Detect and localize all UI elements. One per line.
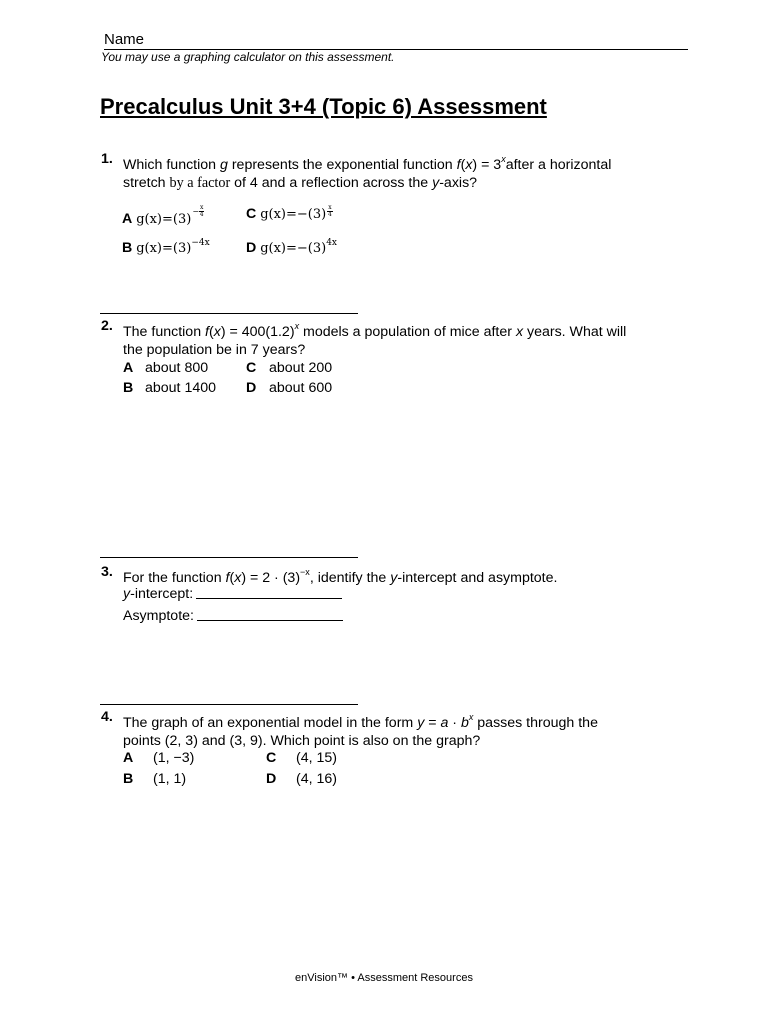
option-4c[interactable]: C (4, 15) [266, 750, 338, 766]
option-4b[interactable]: B (1, 1) [123, 771, 187, 787]
asymptote-field[interactable]: Asymptote: [123, 607, 343, 625]
y-intercept-field[interactable]: y-intercept: [123, 585, 342, 603]
name-field[interactable] [104, 31, 688, 50]
option-1a[interactable]: A g(x)=(3) − $\frac{x}{4}$ [122, 204, 204, 227]
option-math: g(x)=(3) − $\frac{x}{4}$ [136, 204, 204, 227]
name-label: Name [104, 31, 145, 48]
option-2a[interactable]: A about 800 [123, 360, 209, 376]
option-2c[interactable]: C about 200 [246, 360, 333, 376]
question-3 [101, 563, 681, 586]
question-text: For the function $f(x) = 2 \cdot (3)^{-x}$, identify the y-intercept and asymptote. [123, 567, 558, 586]
option-math: $g(x)=(3)^{-4x}$ [136, 238, 210, 256]
option-2b[interactable]: B about 1400 [123, 380, 217, 396]
option-1c[interactable]: C g(x)=−(3) $\frac{x}{4}$ [246, 204, 332, 222]
question-number: 2. [101, 318, 113, 334]
option-1b[interactable]: B $g(x)=(3)^{-4x}$ [122, 238, 210, 256]
option-1d[interactable]: D $g(x)=-(3)^{4x}$ [246, 238, 338, 256]
question-number: 1. [101, 151, 113, 167]
question-1 [101, 150, 681, 190]
question-text: The function $f(x) = 400(1.2)^x$ models a population of mice after x years. What will the population be in 7 years? [123, 321, 627, 358]
option-math: $g(x)=-(3)^{4x}$ [260, 238, 338, 256]
divider [100, 313, 358, 314]
question-text: Which function g represents the exponential function $f(x) = 3^xafter$ a horizontal stretch by a factor of 4 and a reflection across the y-axis? [123, 154, 612, 191]
question-number: 3. [101, 564, 113, 580]
divider [100, 704, 358, 705]
question-2 [101, 317, 681, 357]
option-2d[interactable]: D about 600 [246, 380, 333, 396]
page-footer: enVision™ • Assessment Resources [295, 972, 473, 984]
option-math: g(x)=−(3) $\frac{x}{4}$ [260, 204, 332, 222]
divider [100, 557, 358, 558]
answer-blank[interactable] [196, 585, 342, 599]
answer-blank[interactable] [197, 607, 343, 621]
question-number: 4. [101, 709, 113, 725]
option-4d[interactable]: D (4, 16) [266, 771, 338, 787]
question-4 [101, 708, 681, 748]
question-text: The graph of an exponential model in the form $y = a \cdot b^x$ passes through the points (2, 3) and (3, 9). Which point is also on the graph? [123, 712, 598, 749]
calculator-note: You may use a graphing calculator on this assessment. [101, 50, 395, 64]
page-title: Precalculus Unit 3+4 (Topic 6) Assessment [100, 94, 547, 119]
option-4a[interactable]: A (1, −3) [123, 750, 195, 766]
